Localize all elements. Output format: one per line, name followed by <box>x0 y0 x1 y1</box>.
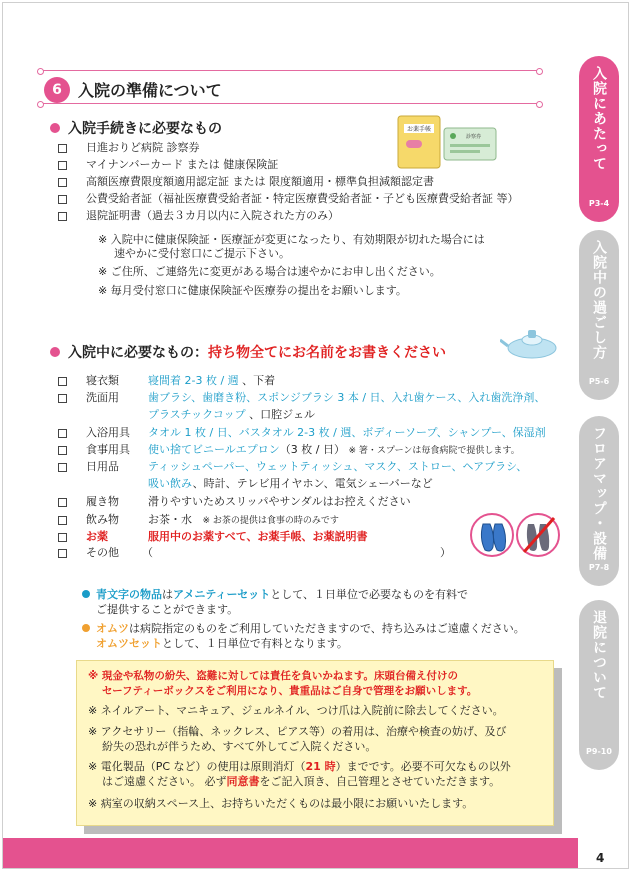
checkbox[interactable] <box>58 161 67 170</box>
row-shoes-text: 滑りやすいためスリッパやサンダルはお控えください <box>148 495 411 508</box>
diaper-note-cont: オムツセットとして、１日単位で有料となります。 <box>96 637 348 650</box>
notebook-label: お薬手帳 <box>406 126 432 133</box>
procedure-item: 日進おりど病院 診察券 <box>86 141 200 154</box>
checkbox[interactable] <box>58 178 67 187</box>
row-bedding-items: 寝間着 2-3 枚 / 週 、下着 <box>148 374 276 387</box>
diaper-note: オムツは病院指定のものをご利用していただきますので、持ち込みはご遠慮ください。 <box>82 622 525 636</box>
checkbox[interactable] <box>58 533 67 542</box>
row-daily-label: 日用品 <box>86 460 119 473</box>
orange-bullet-icon <box>82 624 90 632</box>
section-number-badge: 6 <box>44 77 70 103</box>
checkbox[interactable] <box>58 212 67 221</box>
belongings-heading-text: 入院中に必要なもの： <box>68 345 208 361</box>
notice-valuables-cont: セーフティーボックスをご利用になり、貴重品はご自身で管理をお願いします。 <box>102 685 478 697</box>
feeding-cup-illustration <box>500 326 560 360</box>
tab-discharge[interactable] <box>579 600 619 770</box>
row-daily-items-cont: 吸い飲み、時計、テレビ用イヤホン、電気シェーバーなど <box>148 477 433 490</box>
checkbox[interactable] <box>58 516 67 525</box>
tab-admission-page: P3-4 <box>588 199 610 208</box>
section-bottom-rule <box>40 103 540 104</box>
row-wash-items-cont: プラスチックコップ 、口腔ジェル <box>148 408 315 421</box>
row-drink-label: 飲み物 <box>86 513 119 526</box>
row-wash-label: 洗面用 <box>86 391 119 404</box>
row-shoes-label: 履き物 <box>86 495 119 508</box>
row-med-label: お薬 <box>86 530 108 543</box>
procedure-note: ※ ご住所、ご連絡先に変更がある場合は速やかにお申し出ください。 <box>98 265 441 278</box>
notice-storage: ※ 病室の収納スペース上、お持ちいただくものは最小限にお願いいたします。 <box>88 797 474 810</box>
row-drink-text: お茶・水 ※ お茶の提供は食事の時のみです <box>148 513 339 526</box>
notice-electronics: ※ 電化製品（PC など）の使用は原則消灯（21 時）までです。必要不可欠なもの以外 <box>88 760 511 773</box>
pink-bullet-icon <box>50 347 60 357</box>
tab-floor-map-label: フロアマップ・設備 <box>591 426 607 561</box>
row-other-close: ） <box>440 546 451 559</box>
notebook-and-card-illustration <box>396 112 500 170</box>
section-top-rule <box>40 70 540 71</box>
notice-accessory-cont: 紛失の恐れが伴うため、すべて外してご入院ください。 <box>102 740 377 753</box>
pink-bullet-icon <box>50 123 60 133</box>
row-daily-items: ティッシュペーパー、ウェットティッシュ、マスク、ストロー、ヘアブラシ、 <box>148 460 528 473</box>
procedure-note: 速やかに受付窓口にご提示下さい。 <box>114 247 290 260</box>
checkbox[interactable] <box>58 429 67 438</box>
checkbox[interactable] <box>58 549 67 558</box>
belongings-heading <box>50 342 446 362</box>
checkbox[interactable] <box>58 446 67 455</box>
procedure-item: 高額医療費限度額適用認定証 または 限度額適用・標準負担減額認定書 <box>86 175 434 188</box>
procedure-note: ※ 毎月受付窓口に健康保険証や医療券の提出をお願いします。 <box>98 284 407 297</box>
row-bath-label: 入浴用具 <box>86 426 130 439</box>
row-med-text: 服用中のお薬すべて、お薬手帳、お薬説明書 <box>148 530 368 543</box>
tab-stay-label: 入院中の過ごし方 <box>591 240 607 360</box>
amenity-note-cont: ご提供することができます。 <box>96 603 239 616</box>
procedure-item: マイナンバーカード または 健康保険証 <box>86 158 279 171</box>
procedures-heading-text: 入院手続きに必要なもの <box>68 121 222 137</box>
checkbox[interactable] <box>58 463 67 472</box>
procedure-note: ※ 入院中に健康保険証・医療証が変更になったり、有効期限が切れた場合には <box>98 233 485 246</box>
row-meal-label: 食事用具 <box>86 443 130 456</box>
row-bedding-label: 寝衣類 <box>86 374 119 387</box>
blue-bullet-icon <box>82 590 90 598</box>
row-other-open: （ <box>142 546 153 559</box>
checkbox[interactable] <box>58 377 67 386</box>
procedure-item: 退院証明書（過去３カ月以内に入院された方のみ） <box>86 209 339 222</box>
tab-admission[interactable] <box>579 56 619 222</box>
footer-bar <box>3 838 628 868</box>
row-bath-items: タオル 1 枚 / 日、バスタオル 2-3 枚 / 週、ボディーソープ、シャンプー、保湿剤 <box>148 426 546 439</box>
notice-nail: ※ ネイルアート、マニキュア、ジェルネイル、つけ爪は入院前に除去してください。 <box>88 704 504 717</box>
procedures-heading <box>50 118 222 138</box>
tab-floor-map[interactable] <box>579 416 619 586</box>
row-meal-items: 使い捨てビニールエプロン（3 枚 / 日） ※ 箸・スプーンは毎食病院で提供します。 <box>148 443 520 456</box>
page-number: 4 <box>596 851 605 865</box>
belongings-heading-warning: 持ち物全てにお名前をお書きください <box>208 345 446 361</box>
tab-discharge-label: 退院について <box>591 610 607 700</box>
tab-admission-label: 入院にあたって <box>591 66 607 171</box>
row-other-label: その他 <box>86 546 119 559</box>
checkbox[interactable] <box>58 394 67 403</box>
row-wash-items: 歯ブラシ、歯磨き粉、スポンジブラシ 3 本 / 日、入れ歯ケース、入れ歯洗浄剤、 <box>148 391 546 404</box>
shoes-vs-slippers-illustration <box>470 512 564 558</box>
notice-valuables: ※ 現金や私物の紛失、盗難に対しては責任を負いかねます。床頭台備え付けの <box>88 670 459 682</box>
tab-discharge-page: P9-10 <box>586 747 612 756</box>
checkbox[interactable] <box>58 144 67 153</box>
notice-electronics-cont: はご遠慮ください。 必ず同意書をご記入頂き、自己管理とさせていただきます。 <box>102 775 501 788</box>
tab-stay-page: P5-6 <box>588 377 610 386</box>
amenity-note: 青文字の物品はアメニティーセットとして、１日単位で必要なものを有料で <box>82 588 468 602</box>
tab-stay[interactable] <box>579 230 619 400</box>
section-title: 入院の準備について <box>78 81 222 100</box>
card-label: 診察券 <box>466 134 482 140</box>
tab-floor-map-page: P7-8 <box>588 563 610 572</box>
checkbox[interactable] <box>58 195 67 204</box>
procedure-item: 公費受給者証（福祉医療費受給者証・特定医療費受給者証・子ども医療費受給者証 等） <box>86 192 519 205</box>
notice-accessory: ※ アクセサリー（指輪、ネックレス、ピアス等）の着用は、治療や検査の妨げ、及び <box>88 725 507 738</box>
checkbox[interactable] <box>58 498 67 507</box>
